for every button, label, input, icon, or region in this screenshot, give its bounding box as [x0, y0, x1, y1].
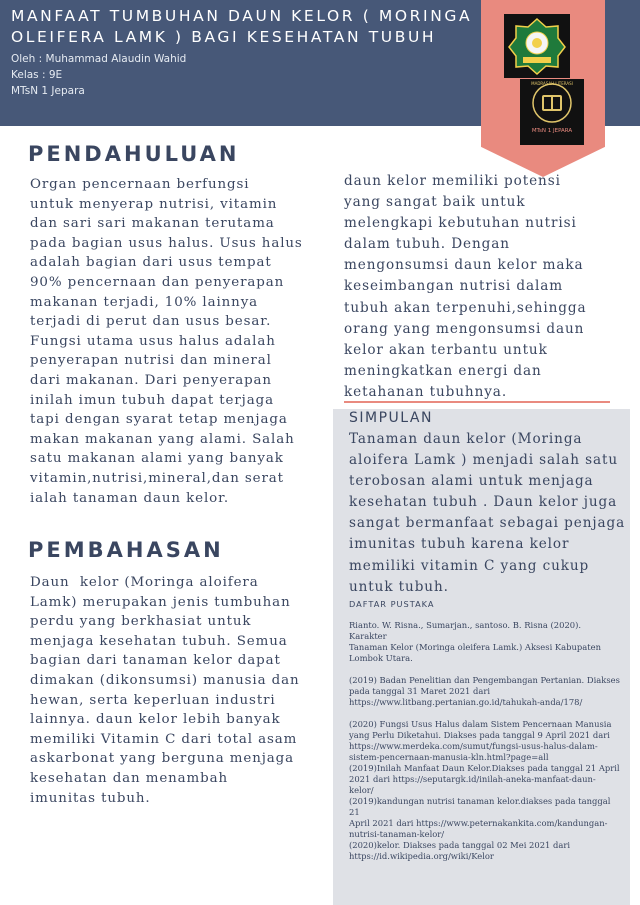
pembahasan-line: memiliki Vitamin C dari total asam	[30, 731, 298, 747]
pendahuluan-line: dari makanan. Dari penyerapan	[30, 372, 272, 388]
pendahuluan-line: untuk menyerap nutrisi, vitamin	[30, 196, 278, 212]
pendahuluan-line: satu makanan alami yang banyak	[30, 451, 284, 467]
author-line: Oleh : Muhammad Alaudin Wahid	[11, 53, 187, 65]
pembahasan-line: dimakan (dikonsumsi) manusia dan	[30, 672, 300, 688]
pendahuluan-line: vitamin,nutrisi,mineral,dan serat	[30, 470, 284, 486]
simpulan-line: sangat bermanfaat sebagai penjaga	[349, 515, 626, 532]
pembahasan-line: bagian dari tanaman kelor dapat	[30, 653, 281, 669]
simpulan-line: aloifera Lamk ) menjadi salah satu	[349, 452, 619, 469]
pembahasan-line: lainnya. daun kelor lebih banyak	[30, 712, 281, 728]
simpulan-line: Tanaman daun kelor (Moringa	[349, 431, 583, 447]
simpulan-line: kesehatan tubuh . Daun kelor juga	[349, 494, 618, 511]
pembahasan-continuation	[344, 171, 586, 403]
pendahuluan-line: makanan terjadi, 10% lainnya	[30, 294, 259, 310]
reference-entry: Rianto. W. Risna., Sumarjan., santoso. B. Risna (2020). Karakter Tanaman Kelor (Moringa oleifera Lamk.) Aksesi Kabupaten Lombok Utara.	[349, 620, 601, 663]
simpulan-body	[349, 429, 625, 598]
pembahasan-line: kesehatan dan menambah	[30, 770, 229, 786]
pendahuluan-line: dan sari sari makanan terutama	[30, 216, 275, 232]
pendahuluan-line: penyerapan nutrisi dan mineral	[30, 353, 272, 369]
pembahasan-heading: PEMBAHASAN	[28, 538, 224, 562]
reference-list	[349, 620, 621, 862]
reference-entry: (2020) Fungsi Usus Halus dalam Sistem Pencernaan Manusia yang Perlu Diketahui. Diakses pada tanggal 9 April 2021 dari https://www.merdeka.com/sumut/fungsi-usus-halus-dalam- sistem-pencernaan-manusia-kln.html?page=all (2019)Inilah Manfaat Daun Kelor.Diakses pada tanggal 21 April 2021 dari https://seputargk.id/inilah-aneka-manfaat-daun- kelor/ (2019)kandungan nutrisi tanaman kelor.diakses pada tanggal 21 April 2021 dari https://www.peternakankita.com/kandungan- nutrisi-tanaman-kelor/ (2020)kelor. Diakses pada tanggal 02 Mei 2021 dari https://id.wikipedia.org/wiki/Kelor	[349, 719, 620, 861]
class-line: Kelas : 9E	[11, 69, 63, 81]
simpulan-line: terobosan alami untuk menjaga	[349, 473, 594, 490]
pendahuluan-line: makan makanan yang alami. Salah	[30, 431, 295, 447]
section-divider	[344, 401, 610, 403]
simpulan-line: untuk tubuh.	[349, 578, 449, 595]
daftar-pustaka-heading: DAFTAR PUSTAKA	[349, 599, 435, 609]
pembahasan-line: hewan, serta keperluan industri	[30, 692, 276, 708]
school-line: MTsN 1 Jepara	[11, 85, 85, 97]
simpulan-line: memiliki vitamin C yang cukup	[349, 557, 590, 574]
pembahasan-line: imunitas tubuh.	[30, 790, 151, 806]
school-logo-text: MTsN 1 JEPARA	[531, 128, 573, 134]
page-title: MANFAAT TUMBUHAN DAUN KELOR ( MORINGA OLEIFERA LAMK ) BAGI KESEHATAN TUBUH	[11, 7, 473, 46]
pembahasan-continuation-line: keseimbangan nutrisi dalam	[344, 278, 563, 295]
simpulan-line: imunitas tubuh karena kelor	[349, 536, 570, 553]
pendahuluan-line: tapi dengan syarat tetap menjaga	[30, 412, 288, 428]
ministry-emblem-icon	[506, 16, 568, 76]
school-logo-text-top: MADRASAH LITERASI	[531, 81, 573, 86]
pendahuluan-heading: PENDAHULUAN	[28, 142, 240, 166]
pembahasan-line: perdu yang berkhasiat untuk	[30, 614, 252, 630]
school-logo	[520, 79, 584, 145]
pembahasan-continuation-line: yang sangat baik untuk	[344, 194, 526, 211]
pembahasan-continuation-line: meningkatkan energi dan	[344, 362, 542, 379]
ministry-logo	[504, 14, 570, 78]
reference-entry: (2019) Badan Penelitian dan Pengembangan Pertanian. Diakses pada tanggal 31 Maret 2021 dari https://www.litbang.pertanian.go.id/tahukah-anda/178/	[349, 675, 620, 707]
pembahasan-continuation-line: daun kelor memiliki potensi	[344, 173, 561, 189]
school-emblem-icon	[520, 79, 584, 145]
pembahasan-continuation-line: dalam tubuh. Dengan	[344, 236, 510, 253]
pendahuluan-line: Organ pencernaan berfungsi	[30, 177, 250, 192]
pembahasan-line: askarbonat yang berguna menjaga	[30, 751, 295, 767]
pendahuluan-body	[30, 175, 303, 508]
pembahasan-continuation-line: ketahanan tubuhnya.	[344, 383, 508, 400]
simpulan-heading: SIMPULAN	[349, 410, 433, 426]
pembahasan-continuation-line: melengkapi kebutuhan nutrisi	[344, 215, 577, 232]
pembahasan-line: Lamk) merupakan jenis tumbuhan	[30, 594, 291, 610]
pendahuluan-line: Fungsi utama usus halus adalah	[30, 333, 276, 349]
pembahasan-line: Daun kelor (Moringa aloifera	[30, 575, 259, 590]
pembahasan-continuation-line: mengonsumsi daun kelor maka	[344, 257, 584, 274]
pembahasan-body	[30, 573, 300, 808]
pendahuluan-line: terjadi di perut dan usus besar.	[30, 314, 272, 330]
pendahuluan-line: ialah tanaman daun kelor.	[30, 490, 230, 506]
pendahuluan-line: adalah bagian dari usus tempat	[30, 255, 272, 271]
pembahasan-line: menjaga kesehatan tubuh. Semua	[30, 633, 288, 649]
pembahasan-continuation-line: orang yang mengonsumsi daun	[344, 320, 585, 337]
pembahasan-continuation-line: tubuh akan terpenuhi,sehingga	[344, 299, 587, 316]
pendahuluan-line: pada bagian usus halus. Usus halus	[30, 235, 303, 251]
pembahasan-continuation-line: kelor akan terbantu untuk	[344, 341, 548, 358]
pendahuluan-line: 90% pencernaan dan penyerapan	[30, 274, 285, 290]
pendahuluan-line: inilah imun tubuh dapat terjaga	[30, 392, 274, 408]
